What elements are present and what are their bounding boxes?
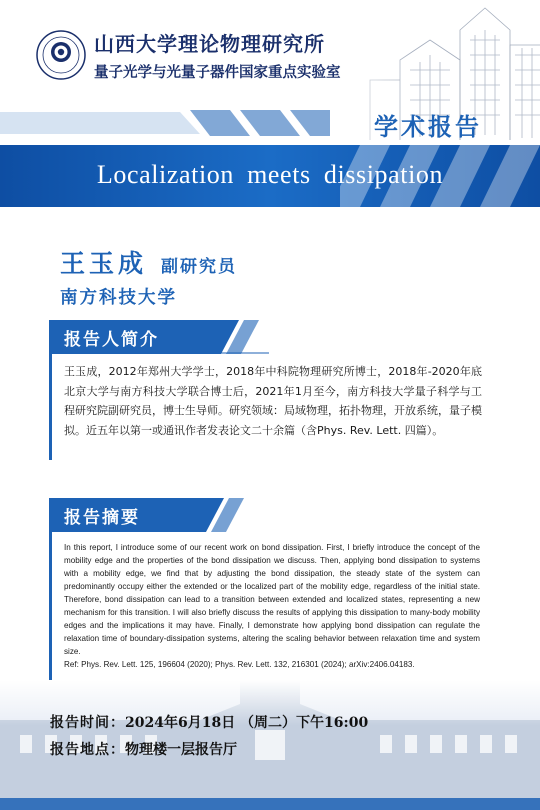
speaker-affiliation: 南方科技大学 — [60, 288, 177, 308]
event-place-value: 物理楼一层报告厅 — [125, 742, 237, 758]
abstract-section-heading — [49, 498, 269, 532]
talk-title: Localization meets dissipation — [96, 160, 444, 189]
event-time — [50, 712, 368, 732]
speaker-bio: 王玉成，2012年郑州大学学士，2018年中科院物理研究所博士，2018年-2020年底北京大学与南方科技大学联合博士后，2021年1月至今，南方科技大学量子科学与工程研究院副研究员，博士生导师。研究领域：局域物理，拓扑物理，开放系统，量子模拟。近五年以第一或通讯作者发表论文二十余篇（含Phys. Rev. Lett. 四篇）。 — [64, 365, 482, 437]
report-type-heading: 学术报告 — [374, 113, 482, 141]
event-place-label: 报告地点： — [50, 742, 125, 758]
event-time-value: 2024年6月18日 （周二）下午16:00 — [125, 715, 369, 731]
speaker-title: 副研究员 — [161, 257, 238, 277]
bio-section-heading — [49, 320, 269, 354]
abstract-heading-label: 报告摘要 — [64, 508, 140, 528]
lab-name: 量子光学与光量子器件国家重点实验室 — [94, 64, 341, 81]
speaker — [60, 244, 237, 280]
decorative-stripes — [0, 108, 330, 138]
event-time-label: 报告时间： — [50, 715, 125, 731]
university-logo — [36, 30, 86, 80]
abstract-references: Ref: Phys. Rev. Lett. 125, 196604 (2020); Phys. Rev. Lett. 132, 216301 (2024); arXiv:2406.04183. — [64, 660, 415, 669]
event-place — [50, 739, 237, 759]
abstract — [64, 541, 480, 671]
speaker-name: 王玉成 — [60, 249, 148, 278]
bio-heading-label: 报告人简介 — [64, 330, 159, 350]
header — [36, 28, 341, 82]
bio-rule — [49, 352, 52, 460]
abstract-text: In this report, I introduce some of our recent work on bond dissipation. First, I briefly introduce the concept of the mobility edge and the properties of the bond dissipation we discuss. Then, applying bond dissipation to systems with a mobility edge, we find that by adjusting the bond dissipation, the steady state of the system can predominantly occupy either the extended or the localized part of the mobility edge, regardless of the initial state. Therefore, bond dissipation can lead to a transition between extended and localized states, representing a new mechanism for this transition. I will also briefly discuss the results of applying this dissipation to many-body mobility edges and the implications it may have. Finally, I demonstrate how applying bond dissipation can regulate the relaxation time of boundary-dissipation systems, altering the scaling behavior between relaxation time and system size. — [64, 543, 480, 656]
abstract-rule — [49, 530, 52, 700]
institute-name: 山西大学理论物理研究所 — [94, 32, 325, 56]
